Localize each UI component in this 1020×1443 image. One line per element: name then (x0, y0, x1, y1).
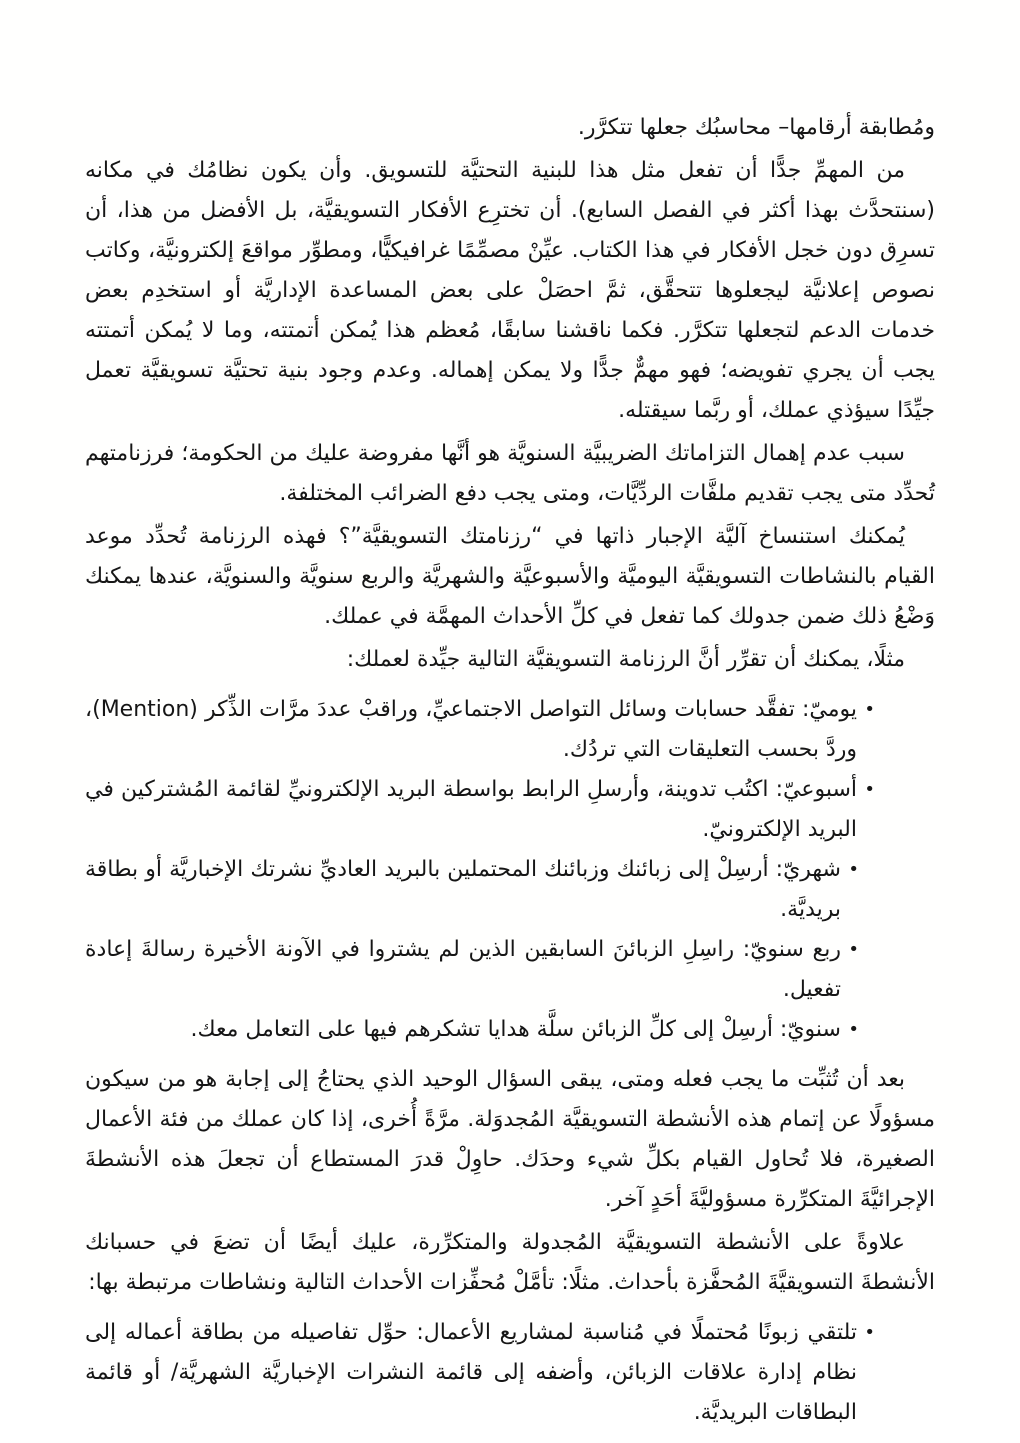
list-item-prospect-event (85, 1313, 875, 1433)
bullet-icon: • (848, 939, 859, 960)
list-item-daily (85, 690, 875, 770)
list-item-text: ربع سنويّ: راسِلِ الزبائنَ السابقين الذين لم يشتروا في الآونة الأخيرة رسالةَ إعادة تفعيل. (85, 937, 841, 1002)
paragraph-calendar-intro: مثلًا، يمكنك أن تقرِّر أنَّ الرزنامة التسويقيَّة التالية جيِّدة لعملك: (346, 647, 905, 672)
list-item-yearly (85, 1010, 859, 1050)
list-item-quarterly (85, 930, 859, 1010)
list-item-text: أسبوعيّ: اكتُب تدوينة، وأرسلِ الرابط بواسطة البريد الإلكترونيِّ لقائمة المُشتركين في البريد الإلكترونيّ. (85, 777, 857, 842)
paragraph-event-triggers: علاوةً على الأنشطة التسويقيَّة المُجدولة والمتكرِّرة، عليك أيضًا أن تضعَ في حسبانك الأنشطةَ التسويقيَّةَ المُحفَّزة بأحداث. مثلًا: تأمَّلْ مُحفِّزات الأحداث التالية ونشاطات مرتبطة بها: (85, 1230, 935, 1295)
list-item-weekly (85, 770, 875, 850)
list-item-text: تلتقي زبونًا مُحتملًا في مُناسبة لمشاريع الأعمال: حوِّل تفاصيله من بطاقة أعماله إلى نظام إدارة علاقات الزبائن، وأضفه إلى قائمة النشرات الإخباريَّة الشهريَّة/ أو قائمة البطاقات البريديَّة. (85, 1320, 857, 1425)
list-item-text: سنويّ: أرسِلْ إلى كلِّ الزبائن سلَّة هدايا تشكرهم فيها على التعامل معك. (190, 1017, 841, 1042)
marketing-schedule-list (85, 690, 935, 1050)
paragraph-marketing-infrastructure: من المهمِّ جدًّا أن تفعل مثل هذا للبنية التحتيَّة للتسويق. وأن يكون نظامُك في مكانه (سنتحدَّث بهذا أكثر في الفصل السابع). أن تخترِع الأفكار التسويقيَّة، بل الأفضل من هذا، أن تسرِق دون خجل الأفكار في هذا الكتاب. عيِّنْ مصمِّمًا غرافيكيًّا، ومطوِّر مواقعَ إلكترونيَّة، وكاتب نصوص إعلانيَّة ليجعلوها تتحقَّق، ثمَّ احصَلْ على بعض المساعدة الإداريَّة أو استخدِم بعض خدمات الدعم لتجعلها تتكرَّر. فكما ناقشنا سابقًا، مُعظم هذا يُمكن أتمتته، وما لا يُمكن أتمتته يجب أن يجري تفويضه؛ فهو مهمٌّ جدًّا ولا يمكن إهماله. وعدم وجود بنية تحتيَّة تسويقيَّة تعمل جيِّدًا سيؤذي عملك، أو ربَّما سيقتله. (85, 158, 935, 423)
list-item-text: شهريّ: أرسِلْ إلى زبائنك وزبائنك المحتملين بالبريد العاديِّ نشرتك الإخباريَّة أو بطاقة بريديَّة. (85, 857, 841, 922)
bullet-icon: • (864, 699, 875, 720)
text-block (85, 108, 935, 1443)
bullet-icon: • (848, 1019, 859, 1040)
bullet-icon: • (864, 1322, 875, 1343)
paragraph-tax-obligations: سبب عدم إهمال التزاماتك الضريبيَّة السنويَّة هو أنَّها مفروضة عليك من الحكومة؛ فرزنامتهم تُحدِّد متى يجب تقديم ملفَّات الردِّيَّات، ومتى يجب دفع الضرائب المختلفة. (85, 441, 935, 506)
list-item-monthly (85, 850, 859, 930)
paragraph-delegation: بعد أن تُثبِّت ما يجب فعله ومتى، يبقى السؤال الوحيد الذي يحتاجُ إلى إجابة هو من سيكون مسؤولًا عن إتمام هذه الأنشطة التسويقيَّة المُجدوَلة. مرَّةً أُخرى، إذا كان عملك من فئة الأعمال الصغيرة، فلا تُحاول القيام بكلِّ شيء وحدَك. حاوِلْ قدرَ المستطاع أن تجعلَ هذه الأنشطةَ الإجرائيَّةَ المتكرِّرة مسؤوليَّةَ أحَدٍ آخر. (85, 1067, 935, 1212)
bullet-icon: • (864, 779, 875, 800)
paragraph-continuation: ومُطابقة أرقامها– محاسبُك جعلها تتكرَّر. (577, 115, 935, 140)
event-trigger-list (85, 1313, 935, 1433)
bullet-icon: • (848, 859, 859, 880)
list-item-text: يوميّ: تفقَّد حسابات وسائل التواصل الاجتماعيِّ، وراقبْ عددَ مرَّات الذِّكر (Mention)، وردَّ بحسب التعليقات التي تردُك. (85, 697, 857, 762)
paragraph-marketing-calendar: يُمكنك استنساخ آليَّة الإجبار ذاتها في “رزنامتك التسويقيَّة”؟ فهذه الرزنامة تُحدِّد موعد القيام بالنشاطات التسويقيَّة اليوميَّة والأسبوعيَّة والشهريَّة والربع سنويَّة والسنويَّة، عندها يمكنك وَضْعُ ذلك ضمن جدولك كما تفعل في كلِّ الأحداث المهمَّة في عملك. (85, 524, 935, 629)
